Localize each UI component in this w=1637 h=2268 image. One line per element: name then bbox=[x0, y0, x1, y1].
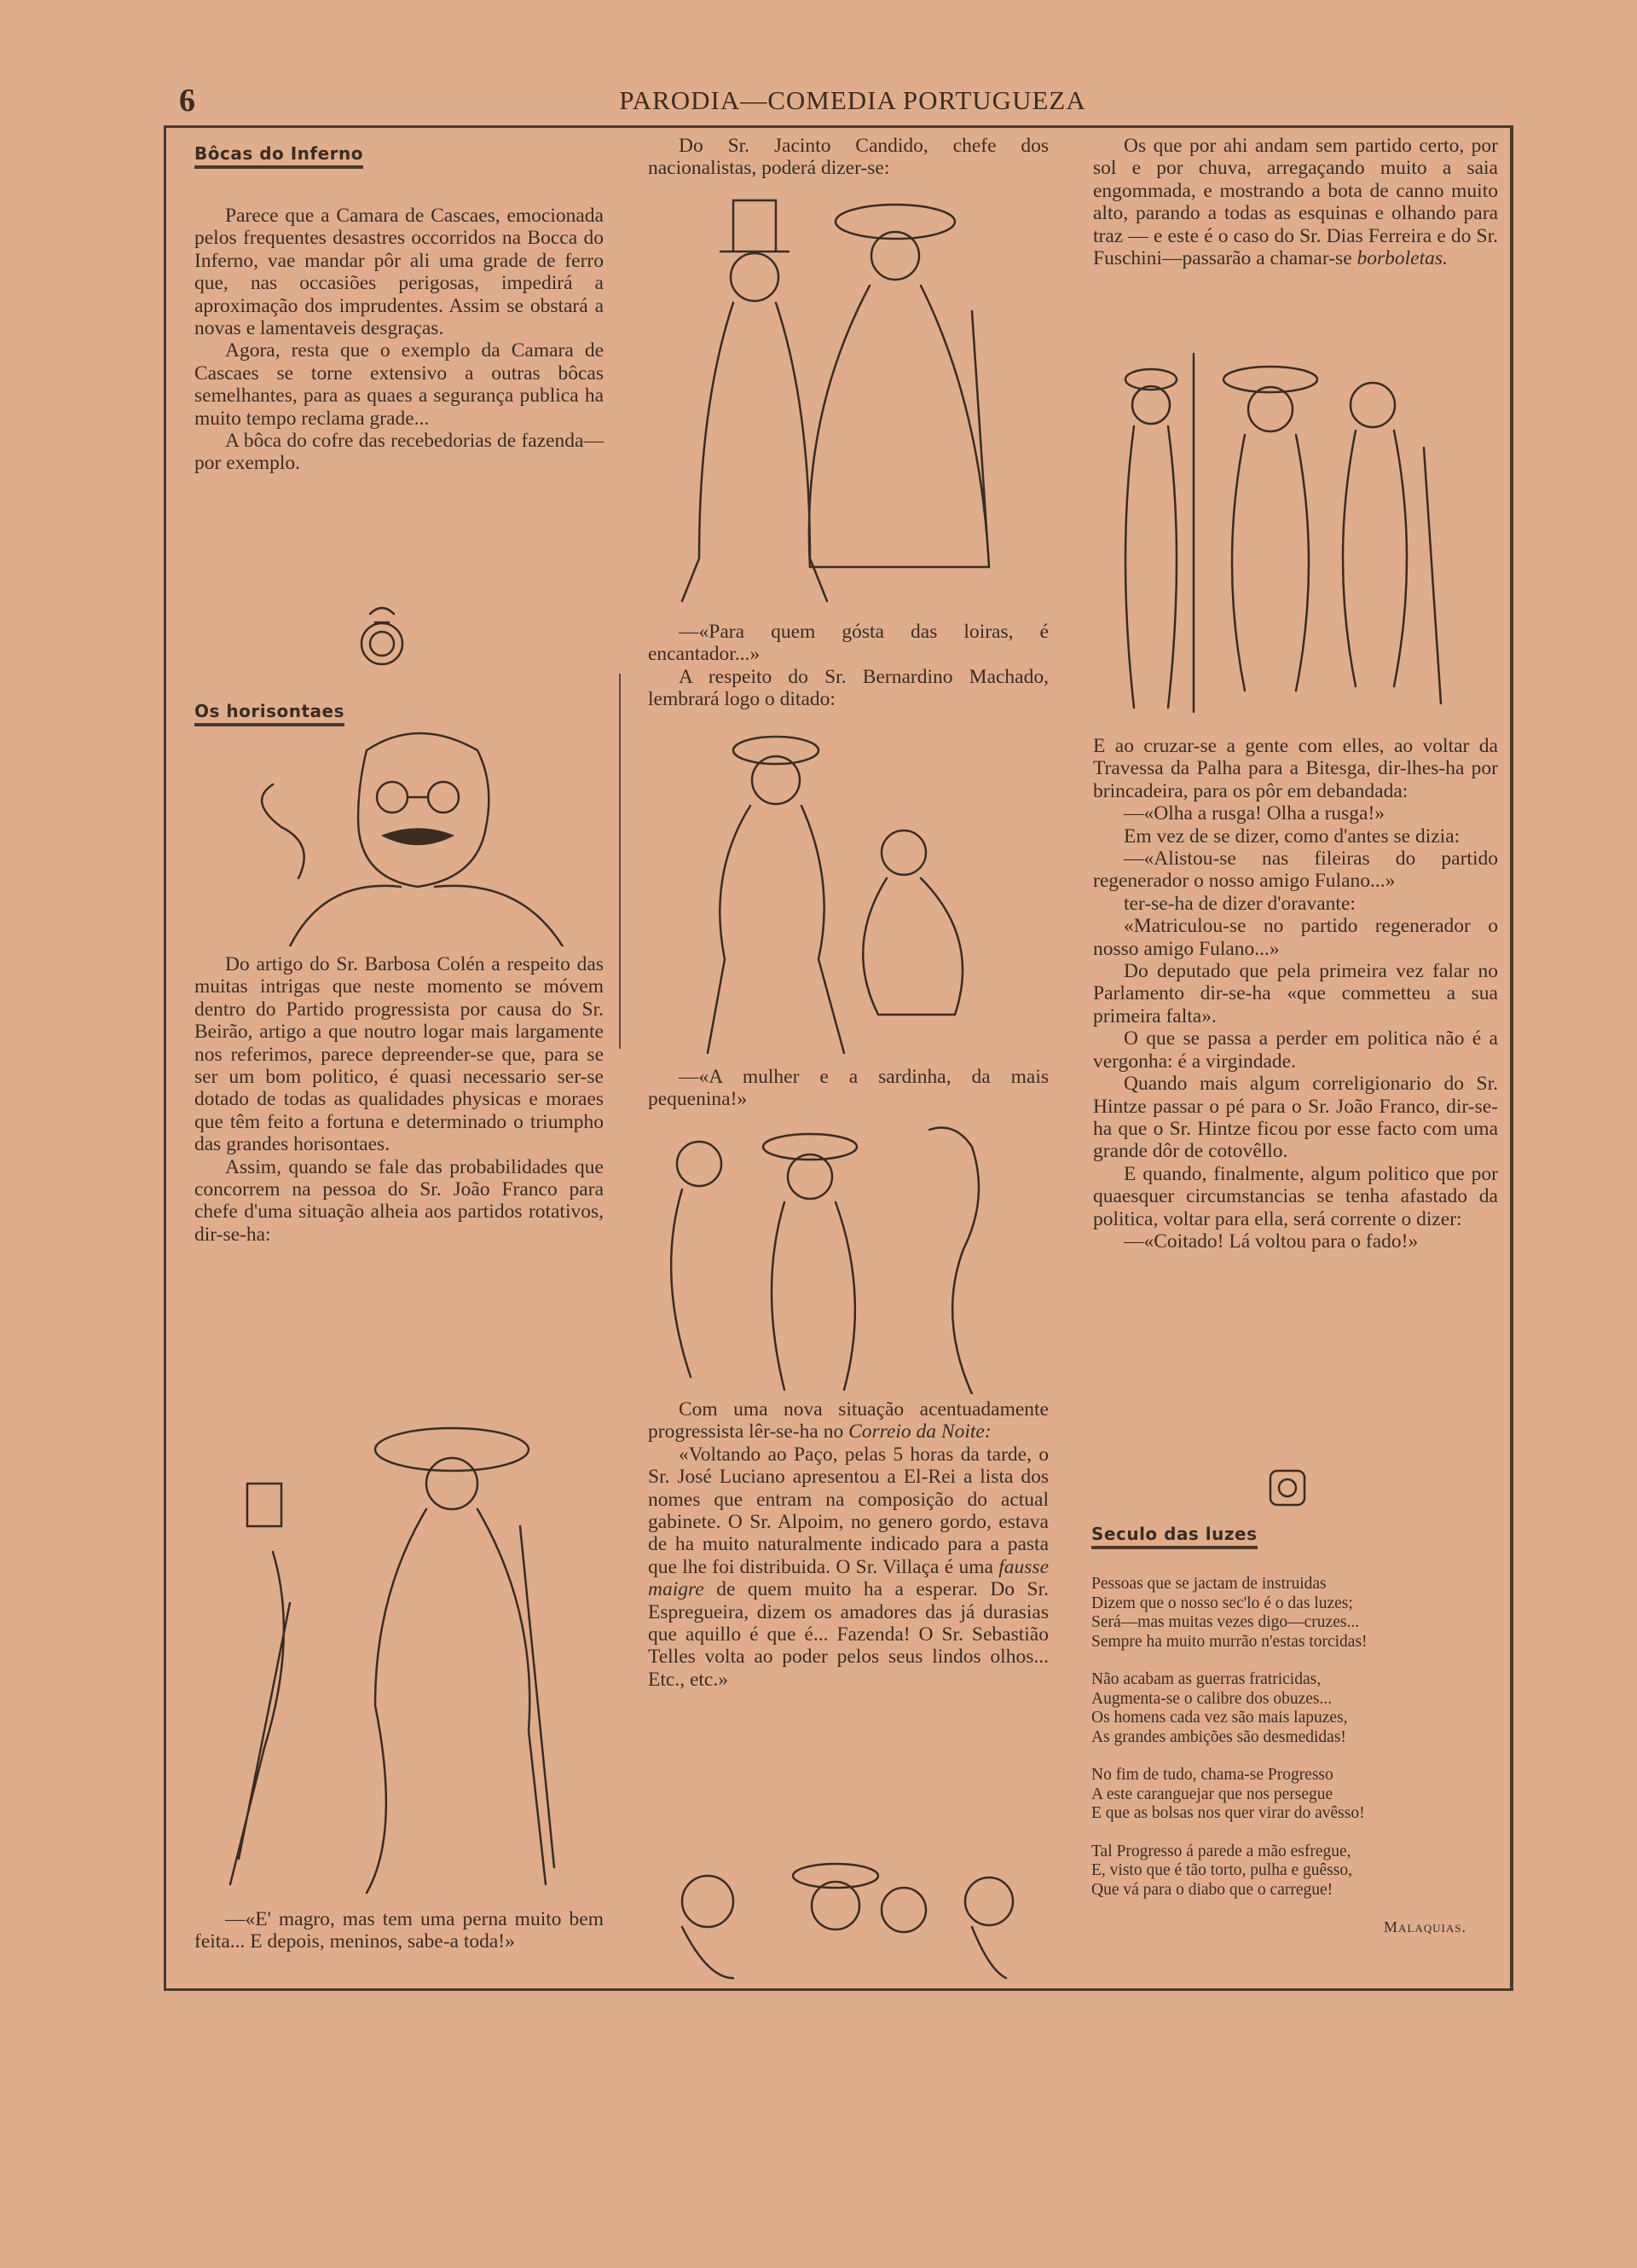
poem-line: No fim de tudo, chama-se Progresso bbox=[1091, 1766, 1333, 1784]
caricature-top-hat-man-and-woman bbox=[196, 1381, 605, 1901]
article-paragraph: Com uma nova situação acentuadamente progressista lêr-se-ha no bbox=[648, 1398, 1049, 1444]
poem-line: Que vá para o diabo que o carregue! bbox=[1091, 1880, 1333, 1899]
poem-line: As grandes ambições são desmedidas! bbox=[1091, 1727, 1346, 1746]
caricature-three-figures-umbrella bbox=[1100, 345, 1492, 725]
article-paragraph: Do artigo do Sr. Barbosa Colén a respeito das muitas intrigas que neste momento se móvem dentro do Partido progressista por causa do Sr. Beirão, artigo a que noutro logar mais largamente nos referimos, parece depreender-se que, para se ser um bom politico, é quasi necessario ser-se dotado de todas as qualidades physicas e moraes que têm feito a fortuna e determinado o triumpho das grandes horisontaes. bbox=[194, 953, 604, 1156]
poem-line: A este caranguejar que nos persegue bbox=[1091, 1785, 1333, 1803]
column-rule bbox=[619, 674, 621, 1049]
poem-line: Os homens cada vez são mais lapuzes, bbox=[1091, 1709, 1348, 1727]
article-paragraph: Quando mais algum correligionario do Sr. Hintze passar o pé para o Sr. João Franco, dir-se-ha que o Sr. Hintze ficou por esse facto com uma grande dôr de cotovêllo. bbox=[1093, 1073, 1498, 1163]
quote: —«Alistou-se nas fileiras do partido regenerador o nosso amigo Fulano...» bbox=[1093, 848, 1498, 893]
poem-line: E que as bolsas nos quer virar do avêsso! bbox=[1091, 1804, 1365, 1822]
caricature-heads-row bbox=[648, 1833, 1040, 1987]
page-number: 6 bbox=[179, 83, 195, 119]
article-paragraph: Do Sr. Jacinto Candido, chefe dos nacionalistas, poderá dizer-se: bbox=[648, 135, 1049, 180]
italic-phrase: fausse maigre bbox=[648, 1555, 1049, 1601]
article-paragraph: Do deputado que pela primeira vez falar no Parlamento dir-se-ha «que commetteu a sua primeira falta». bbox=[1093, 960, 1498, 1027]
poem-line: Tal Progresso á parede a mão esfregue, bbox=[1091, 1842, 1351, 1860]
article-paragraph: Assim, quando se fale das probabilidades que concorrem na pessoa do Sr. João Franco para chefe d'uma situação alheia aos partidos rotativos, dir-se-ha: bbox=[194, 1155, 604, 1246]
cartoon-caption: —«Para quem gósta das loiras, é encantador...» bbox=[648, 621, 1049, 666]
poem-title: Seculo das luzes bbox=[1091, 1524, 1258, 1549]
poem-signature: Malaquias. bbox=[1384, 1918, 1466, 1935]
section-title-bocas-do-inferno: Bôcas do Inferno bbox=[194, 143, 363, 169]
quoted-article: «Voltando ao Paço, pelas 5 horas da tarde, o Sr. José Luciano apresentou a El-Rei a lista dos nomes que entram na composição do actual gabinete. O Sr. Alpoim, no genero gordo, estava de ha muito naturalmente indicado para a pasta que lhe foi distribuida. O Sr. Villaça é uma bbox=[648, 1443, 1049, 1578]
poem-stanza bbox=[1091, 1766, 1501, 1824]
poem-stanza bbox=[1091, 1670, 1501, 1747]
article-paragraph: A bôca do cofre das recebedorias de fazenda—por exemplo. bbox=[194, 430, 604, 475]
column-2 bbox=[648, 135, 1049, 180]
article-paragraph: E ao cruzar-se a gente com elles, ao voltar da Travessa da Palha para a Bitesga, dir-lhes-ha por brincadeira, para os pôr em debandada: bbox=[1093, 735, 1498, 802]
poem-line: Dizem que o nosso sec'lo é o das luzes; bbox=[1091, 1594, 1353, 1612]
article-paragraph: ter-se-ha de dizer d'oravante: bbox=[1124, 892, 1356, 915]
article-paragraph: O que se passa a perder em politica não é a vergonha: é a virgindade. bbox=[1093, 1027, 1498, 1073]
ornament-emblem-icon bbox=[356, 597, 408, 682]
article-paragraph: Os que por ahi andam sem partido certo, por sol e por chuva, arregaçando muito a saia engommada, e mostrando a bota de canno muito alto, parando a todas as esquinas e olhando para traz — e este é o caso do Sr. Dias Ferreira e do Sr. Fuschini—passarão a chamar-se bbox=[1093, 135, 1498, 270]
quote: —«Coitado! Lá voltou para o fado!» bbox=[1124, 1229, 1419, 1253]
caricature-couple-top-hat bbox=[639, 183, 1040, 614]
column-1 bbox=[194, 143, 604, 475]
cartoon-caption: —«E' magro, mas tem uma perna muito bem feita... E depois, meninos, sabe-a toda!» bbox=[194, 1908, 604, 1953]
italic-word: borboletas. bbox=[1356, 247, 1448, 270]
caricature-man-and-small-woman bbox=[648, 725, 1040, 1057]
caricature-group-of-figures bbox=[639, 1113, 1040, 1394]
section-title-os-horisontaes: Os horisontaes bbox=[194, 701, 344, 726]
quote: «Matriculou-se no partido regenerador o nosso amigo Fulano...» bbox=[1093, 915, 1498, 960]
article-paragraph: E quando, finalmente, algum politico que por quaesquer circumstancias se tenha afastado da politica, voltar para ella, será corrente o dizer: bbox=[1093, 1162, 1498, 1230]
ornament-emblem-icon bbox=[1266, 1467, 1309, 1509]
column-1-lower bbox=[194, 953, 604, 1246]
quoted-article-continued: de quem muito ha a esperar. Do Sr. Espregueira, dizem os amadores das já durasias que aquillo é que é... Fazenda! O Sr. Sebastião Telles volta ao poder pelos seus lindos olhos... Etc., etc.» bbox=[648, 1578, 1050, 1691]
newspaper-name: Correio da Noite: bbox=[848, 1420, 992, 1444]
poem-stanza bbox=[1091, 1575, 1501, 1652]
poem-line: Será—mas muitas vezes digo—cruzes... bbox=[1091, 1613, 1360, 1631]
running-title: PARODIA—COMEDIA PORTUGUEZA bbox=[619, 85, 1086, 115]
poem-line: Pessoas que se jactam de instruidas bbox=[1091, 1575, 1327, 1593]
poem-line: Augmenta-se o calibre dos obuzes... bbox=[1091, 1689, 1333, 1708]
poem-seculo-das-luzes bbox=[1091, 1524, 1501, 1936]
article-paragraph: Agora, resta que o exemplo da Camara de Cascaes se torne extensivo a outras bôcas semelhantes, para as quaes a segurança publica ha muito tempo reclama grade... bbox=[194, 339, 604, 430]
poem-line: Não acabam as guerras fratricidas, bbox=[1091, 1670, 1322, 1688]
article-paragraph: A respeito do Sr. Bernardino Machado, lembrará logo o ditado: bbox=[648, 665, 1049, 711]
poem-line: E, visto que é tão torto, pulha e guêsso, bbox=[1091, 1861, 1352, 1879]
poem-stanza bbox=[1091, 1843, 1501, 1901]
article-paragraph: Parece que a Camara de Cascaes, emocionada pelos frequentes desastres occorridos na Bocca do Inferno, vae mandar pôr ali uma grade de ferro que, nas occasiões perigosas, impedirá a aproximação dos imprudentes. Assim se obstará a novas e lamentaveis desgraças. bbox=[194, 205, 604, 340]
article-paragraph: Em vez de se dizer, como d'antes se dizia: bbox=[1124, 824, 1461, 848]
column-3 bbox=[1093, 135, 1498, 269]
cartoon-caption: —«A mulher e a sardinha, da mais pequenina!» bbox=[648, 1066, 1049, 1111]
caricature-bespectacled-man bbox=[239, 716, 597, 946]
quote: —«Olha a rusga! Olha a rusga!» bbox=[1124, 802, 1385, 825]
poem-line: Sempre ha muito murrão n'estas torcidas! bbox=[1091, 1632, 1368, 1651]
